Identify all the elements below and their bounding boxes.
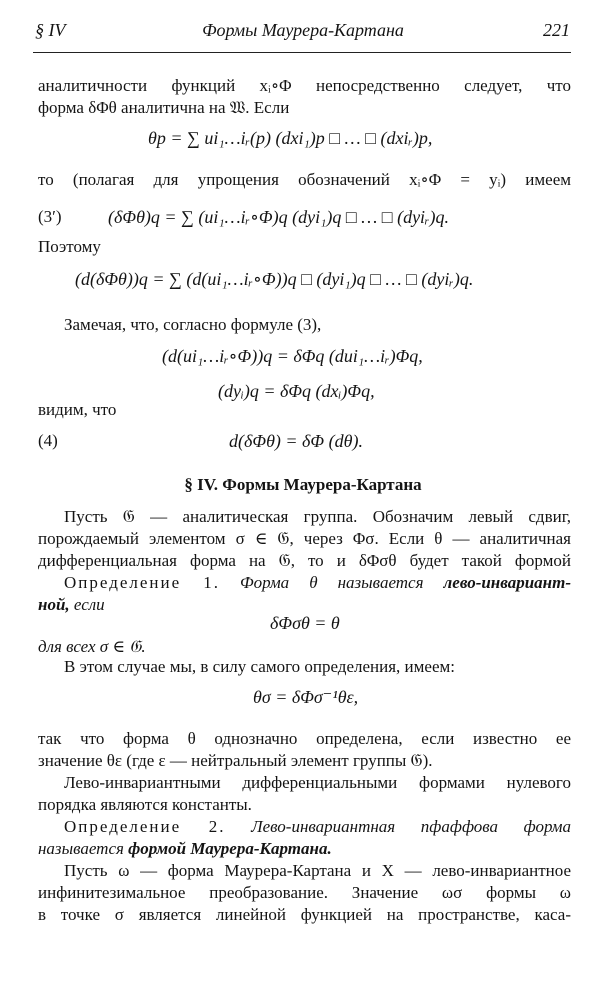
equation-label: (4) [38, 431, 58, 450]
equation: d(δΦθ) = δΦ (dθ). [229, 431, 363, 451]
text-line: аналитичности функций xᵢ∘Φ непосредственно следует, что [38, 76, 571, 95]
definition-term: лево-инвариант- [443, 573, 571, 592]
header-rule [33, 52, 571, 53]
header-title: Формы Маурера-Картана [202, 20, 404, 40]
text-line: Пусть 𝔊 — аналитическая группа. Обозначим левый сдвиг, [64, 507, 571, 526]
equation: θσ = δΦσ⁻¹θε, [253, 687, 359, 707]
definition-2 [64, 816, 571, 838]
text-line: так что форма θ однозначно определена, если известно ее [38, 729, 571, 748]
definition-text: Форма θ называется [240, 573, 424, 592]
equation: θp = ∑ ui₁…iᵣ(p) (dxi₁)p □ … □ (dxiᵣ)p, [148, 128, 433, 148]
text-line: В этом случае мы, в силу самого определения, имеем: [64, 657, 455, 676]
definition-label: Определение 1. [64, 573, 220, 592]
equation: δΦσθ = θ [270, 613, 340, 633]
text-line: для всех σ ∈ 𝔊. [38, 637, 146, 656]
definition-2-cont [38, 838, 571, 860]
text-line: Лево-инвариантными дифференциальными формами нулевого [64, 773, 571, 792]
text-line: дифференциальная форма на 𝔊, то и δΦσθ будет такой формой [38, 551, 571, 570]
equation-label: (3′) [38, 207, 62, 226]
definition-1 [64, 572, 571, 594]
text-line: порядка являются константы. [38, 795, 252, 814]
equation: (d(ui₁…iᵣ∘Φ))q = δΦq (dui₁…iᵣ)Φq, [162, 346, 423, 366]
text-line: Пусть ω — форма Маурера-Картана и X — лево-инвариантное [64, 861, 571, 880]
equation: (δΦθ)q = ∑ (ui₁…iᵣ∘Φ)q (dyi₁)q □ … □ (dyiᵣ)q. [108, 207, 449, 227]
text-line: значение θε (где ε — нейтральный элемент группы 𝔊). [38, 751, 433, 770]
definition-term: формой Маурера-Картана. [128, 839, 332, 858]
text-line: инфинитезимальное преобразование. Значение ωσ формы ω [38, 883, 571, 902]
equation: (dyᵢ)q = δΦq (dxᵢ)Φq, [218, 381, 375, 401]
text-line: порождаемый элементом σ ∈ 𝔊, через Φσ. Если θ — аналитичная [38, 529, 571, 548]
text-line: форма δΦθ аналитична на 𝔚. Если [38, 98, 290, 117]
page-number: 221 [543, 20, 570, 40]
definition-text: Лево-инвариантная пфаффова форма [251, 817, 571, 836]
definition-term: ной, [38, 595, 70, 614]
text-line: то (полагая для упрощения обозначений xᵢ∘Φ = yᵢ) имеем [38, 170, 571, 189]
text-line: видим, что [38, 400, 117, 419]
definition-label: Определение 2. [64, 817, 226, 836]
definition-text: называется [38, 839, 124, 858]
text-line: в точке σ является линейной функцией на пространстве, каса- [38, 905, 571, 924]
section-heading: § IV. Формы Маурера-Картана [184, 475, 422, 494]
header-section: § IV [35, 20, 66, 40]
definition-text: если [73, 595, 105, 614]
text-line: Замечая, что, согласно формуле (3), [64, 315, 322, 334]
text-line: Поэтому [38, 237, 101, 256]
equation: (d(δΦθ))q = ∑ (d(ui₁…iᵣ∘Φ))q □ (dyi₁)q □ … □ (dyiᵣ)q. [75, 269, 474, 289]
